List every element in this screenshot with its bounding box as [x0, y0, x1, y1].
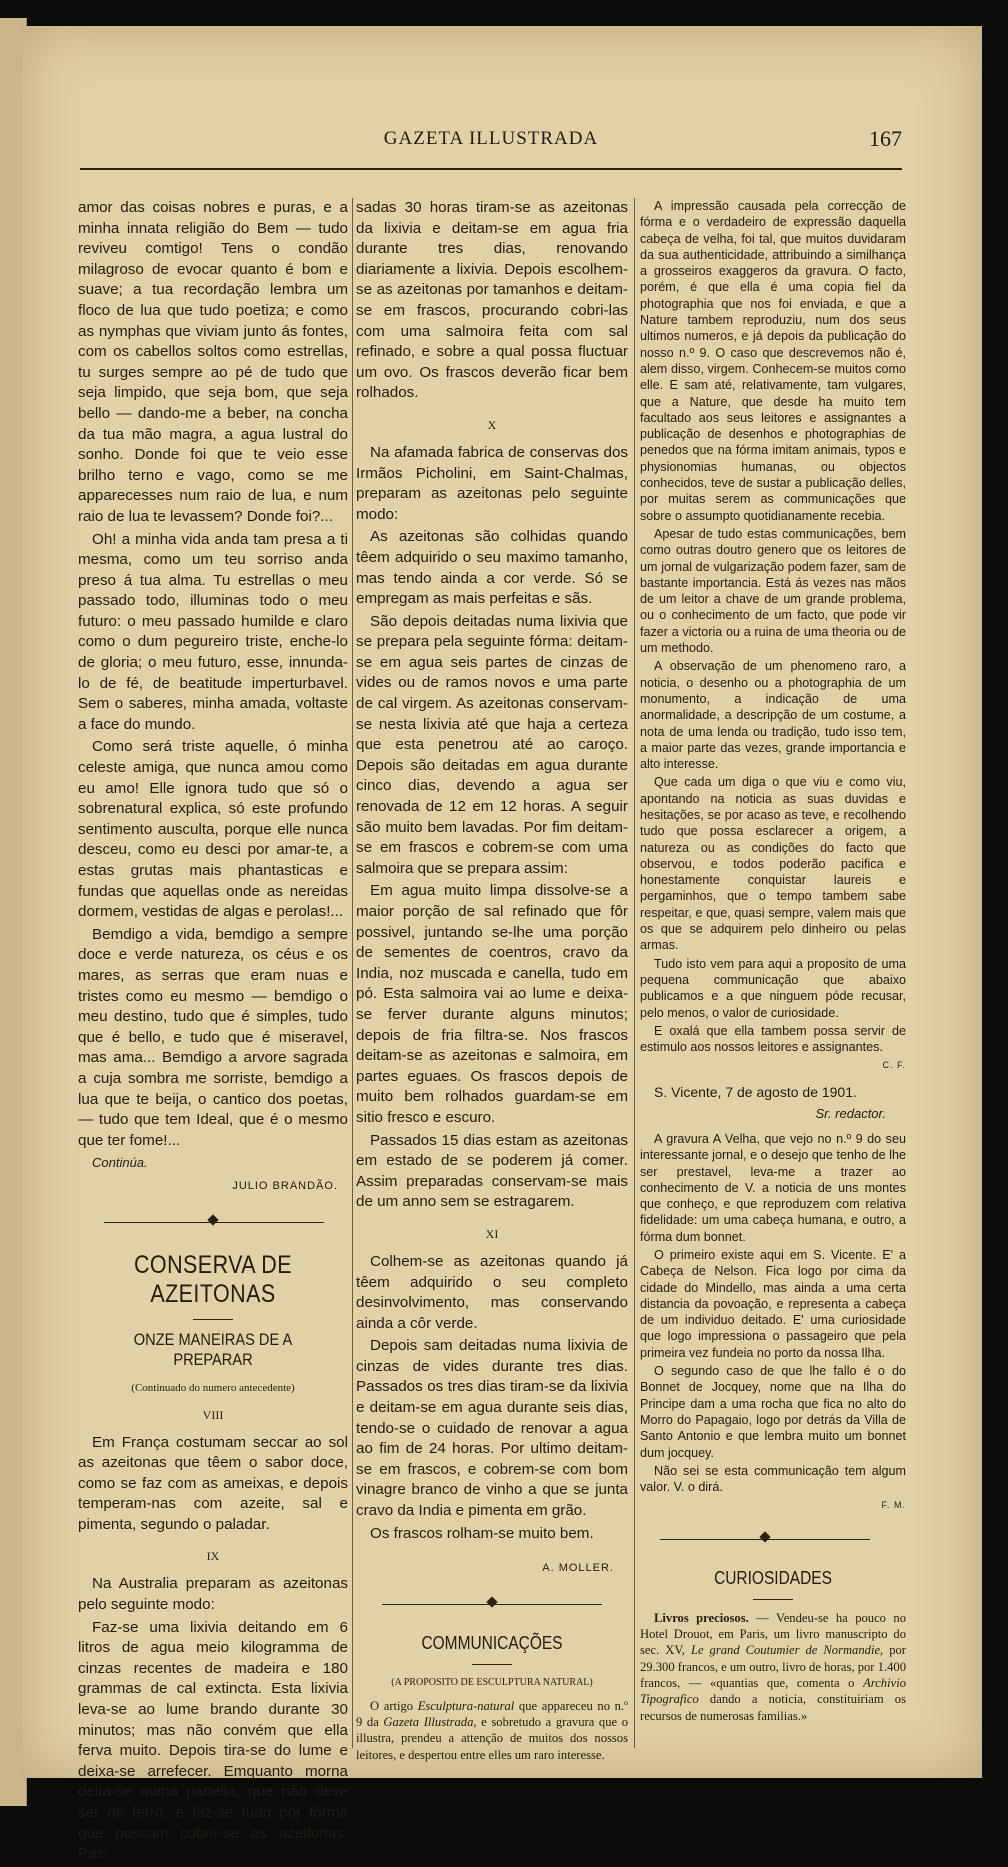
communication-paragraph: Tudo isto vem para aqui a proposito de uma pequena communicação que abaixo publicamos e a que ninguem póde recusar, pelo menos, o valor de curiosidade.: [640, 956, 906, 1020]
recipe-paragraph: Em agua muito limpa dissolve-se a maior porção de sal refinado que fôr possivel, juntando se-lhe uma porção de sementes de coentros, cravo da India, noz muscada e canella, tudo em pó. Esta salmoira vai ao lume e deixa-se ferver durante alguns minutos; depois de fria filtra-se. Nos frascos deitam-se as azeitonas e salmoira, em partes eguaes. Os frascos depois de muito bem rolhados guardam-se em sitio fresco e escuro.: [356, 882, 628, 1126]
column-1: [78, 198, 348, 1867]
recipe-number: X: [487, 417, 497, 432]
section-subtitle: (A PROPOSITO DE ESCULPTURA NATURAL): [391, 1676, 593, 1688]
signature: C. F.: [882, 1060, 906, 1071]
recipe-number: VIII: [202, 1407, 224, 1422]
section-note: (Continuado do numero antecedente): [131, 1381, 295, 1394]
recipe-paragraph: As azeitonas são colhidas quando têem adquirido o seu maximo tamanho, mas tendo ainda a cor verde. Só se empregam as mais perfeitas e sãs.: [356, 528, 628, 608]
section-title: CURIOSIDADES: [714, 1567, 832, 1588]
recipe-paragraph: sadas 30 horas tiram-se as azeitonas da lixivia e deitam-se em agua fria durante tres dias, renovando diariamente a lixivia. Depois escolhem-se as azeitonas por tamanhos e deitam-se em frascos, procurando cobri-las com uma salmoira feita com sal refinado, e sobre a qual possa fluctuar um ovo. Os frascos deverão ficar bem rolhados.: [356, 199, 628, 402]
recipe-number: IX: [206, 1549, 220, 1564]
recipe-paragraph: Faz-se uma lixivia deitando em 6 litros de agua meio kilogramma de cinzas recentes de madeira e 180 grammas de cal extincta. Esta lixivia leva-se ao lume brando durante 30 minutos; mas não convém que ella ferva muito. Depois tira-se do lume e deixa-se arrefecer. Emquanto morna deita-se numa panella, que não deve ser de ferro, e faz-se tudo por fórma que possam cobrir-se as azeitonas. Pas-: [78, 1618, 348, 1863]
article-paragraph: amor das coisas nobres e puras, e a minha innata religião do Bem — tudo reviveu comtigo! Tens o condão milagroso de evocar quanto é bom e suave; a tua recordação lembra um floco de lua que tudo poetiza; e como as nymphas que viviam junto ás fontes, com os cabellos soltos como estrellas, tu surges sempre ao pé de tudo que seja limpido, que seja bom, que seja bello — dando-me a beber, na concha da tua mão magra, a agua lustral do sonho. Donde foi que te veio esse brilho terno e vago, como se me apparecesses num raio de lua, e num raio de lua te levassem? Donde foi?...: [78, 199, 348, 525]
recipe-paragraph: Os frascos rolham-se muito bem.: [370, 1524, 594, 1542]
letter-paragraph: O primeiro existe aqui em S. Vicente. E' a Cabeça de Nelson. Fica logo por cima da cidade do Mindello, mas ainda a uma certa distancia da povoação, e representa a cabeça de um individuo deitado. E' uma curiosidade que logo impressiona o passageiro que pela primeira vez fundeia no porto da nossa Ilha.: [640, 1248, 906, 1360]
column-separator: [634, 198, 635, 1748]
continued-note: Continúa.: [92, 1155, 148, 1171]
ornamental-divider: [78, 1213, 348, 1233]
header-rule: [80, 168, 902, 170]
title-rule: [472, 1664, 512, 1665]
page-header: [80, 104, 902, 152]
article-author: A. MOLLER.: [542, 1562, 614, 1575]
article-paragraph: Como será triste aquelle, ó minha celeste amiga, que nunca amou como eu amo! Elle ignora tudo que só o sobrenatural explica, só este profundo sentimento ausculta, porque elle nunca desceu, como eu desci por amar-te, a estas grutas mais phantasticas e fundas que aquellas onde as nereidas dormem, vestidas de algas e perolas!...: [78, 738, 348, 921]
letter-paragraph: A gravura A Velha, que vejo no n.º 9 do seu interessante jornal, e o desejo que tenho de lhe ser prestavel, leva-me a trazer ao conhecimento de V. a noticia de uns montes que conheço, e que reproduzem com relativa fidelidade: um uma cabeça humana, e outro, a fórma dum bonnet.: [640, 1131, 906, 1244]
column-separator: [352, 198, 353, 1748]
recipe-paragraph: Na Australia preparam as azeitonas pelo seguinte modo:: [78, 1575, 348, 1614]
recipe-paragraph: Na afamada fabrica de conservas dos Irmãos Picholini, em Saint-Chalmas, preparam as azeitonas pelo seguinte modo:: [356, 443, 628, 523]
publication-title: GAZETA ILLUSTRADA: [383, 128, 599, 149]
section-title: CONSERVA DE AZEITONAS: [133, 1250, 293, 1308]
communication-paragraph: E oxalá que ella tambem possa servir de estimulo aos nossos leitores e assignantes.: [640, 1023, 906, 1055]
newspaper-page: [22, 26, 982, 1863]
communication-paragraph: A observação de um phenomeno raro, a noticia, o desenho ou a photographia de um monumento, a indicação de uma anormalidade, a descripção de um costume, a nota de uma lenda ou tradição, tudo isso tem, a maior parte das vezes, grande importancia e alto interesse.: [640, 659, 906, 772]
recipe-paragraph: Depois sam deitadas numa lixivia de cinzas de vides durante tres dias. Passados os tres dias tiram-se da lixivia e deitam-se em agua durante seis dias, tendo-se o cuidado de renovar a agua ao fim de 24 horas. Por ultimo deitam-se em frascos, e cobrem-se com bom vinagre branco de vinho a que se junta cravo da India e pimenta em grão.: [356, 1337, 628, 1520]
column-3: [640, 198, 906, 1726]
signature: F. M.: [881, 1500, 906, 1511]
curiosity-paragraph: Livros preciosos. — Vendeu-se ha pouco no Hotel Drouot, em Paris, um livro manuscripto do sec. XV, Le grand Coutumier de Normandie, por 29.300 francos, e um outro, livro de horas, por 1.400 francos, — «quantias que, comenta o Archivio Tipografico dando a noticia, constituiriam os recursos de numerosas familias.»: [640, 1610, 906, 1723]
recipe-paragraph: São depois deitadas numa lixivia que se prepara pela seguinte fórma: deitam-se em agua seis partes de cinzas de vides ou de ramos novos e uma parte de cal virgem. As azeitonas conservam-se nesta lixivia até que haja a certeza que esta penetrou até ao caroço. Depois são deitadas em agua durante cinco dias, devendo a agua ser renovada de 12 em 12 horas. A seguir são muito bem lavadas. Por fim deitam-se em frascos e cobrem-se com uma salmoira que se prepara assim:: [356, 612, 628, 877]
communication-paragraph: A impressão causada pela correcção de fórma e o verdadeiro de expressão daquella cabeça de velha, foi tal, que muitos duvidaram da sua authenticidade, attribuindo a similhança a grosseiros exaggeros da gravura. O facto, porém, é que ella é uma copia fiel da photographia que nos foi enviada, e que a Nature tambem reproduziu, num dos seus ultimos numeros, e já depois da publicação do nosso n.º 9. O caso que descrevemos não é, alem disso, virgem. Conhecem-se muitos como elle. E sam até, relativamente, tam vulgares, que a Nature, que desde ha muito tem facultado aos seus leitores e assignantes a publicação de desenhos e photographias de penedos que na fórma imitam animais, typos e physionomias humanas, ou objectos conhecidos, teve de sustar a publicação delles, por muitas serem as communicações que sobre o assumpto quotidianamente recebia.: [640, 199, 906, 523]
section-subtitle: ONZE MANEIRAS DE A PREPARAR: [133, 1329, 293, 1369]
column-2: [356, 198, 628, 1765]
article-paragraph: Oh! a minha vida anda tam presa a ti mesma, como um teu sorriso anda preso á tua alma. Tu estrellas o meu passado todo, illuminas todo o meu futuro: o meu passado humilde e claro como o dum pegureiro triste, enche-lo de gloria; o meu futuro, esse, innunda-lo de fé, de beatitude imperturbavel. Sem o saberes, minha amada, voltaste a face do mundo.: [78, 530, 348, 733]
ornamental-divider: [640, 1530, 906, 1550]
article-author: JULIO BRANDÃO.: [232, 1179, 338, 1192]
letter-paragraph: Não sei se esta communicação tem algum valor. V. o dirá.: [640, 1463, 906, 1495]
title-rule: [193, 1319, 233, 1320]
letter-paragraph: O segundo caso de que lhe fallo é o do Bonnet de Jocquey, nome que na Ilha do Principe dam a uma rocha que fica no alto do Morro do Papagaio, logo por detrás da Villa de Santo Antonio e que lembra muito um bonnet dum jocquey.: [640, 1364, 906, 1460]
recipe-paragraph: Passados 15 dias estam as azeitonas em estado de se poderem já comer. Assim preparadas conservam-se mais de um anno sem se estragarem.: [356, 1131, 628, 1211]
communication-paragraph: O artigo Esculptura-natural que appareceu no n.º 9 da Gazeta Illustrada, e sobretudo a gravura que o illustra, prendeu a attenção de muitos dos nossos leitores, e despertou entre elles um raro interesse.: [356, 1698, 629, 1762]
page-number: 167: [869, 126, 902, 151]
recipe-number: XI: [485, 1226, 499, 1241]
letter-dateline: S. Vicente, 7 de agosto de 1901.: [654, 1083, 857, 1100]
letter-salutation: Sr. redactor.: [815, 1106, 886, 1122]
article-paragraph: Bemdigo a vida, bemdigo a sempre doce e verde natureza, os céus e os mares, as serras que eram nuas e tristes como eu mesmo — bemdigo o meu destino, tudo que é simples, tudo que é bello, e tudo que é miseravel, mas ama... Bemdigo a arvore sagrada a cuja sombra me sorriste, bemdigo a lua que te beija, o cantico dos poetas, — tudo que tem Ideal, que é o mesmo que ter fome!...: [78, 925, 348, 1149]
title-rule: [753, 1599, 793, 1600]
communication-paragraph: Apesar de tudo estas communicações, bem como outras doutro genero que os leitores de um jornal de vulgarização podem fazer, sam de bastante importancia. Está ás vezes nas mãos de um leitor a chave de um grande problema, ou o conhecimento de um facto, que pode vir fazer a victoria ou a ruina de uma theoria ou de um methodo.: [640, 526, 906, 656]
communication-paragraph: Que cada um diga o que viu e como viu, apontando na noticia as suas duvidas e hesitações, se por acaso as teve, e recolhendo tudo que possa esclarecer a origem, a natureza ou as condições do facto que observou, e todos poderão pacifica e honestamente conquistar laureis e pergaminhos, que o tempo tambem sabe respeitar, e que, quasi sempre, valem mais que os que se adquirem pelo dinheiro ou pelas armas.: [640, 775, 906, 953]
recipe-paragraph: Em França costumam seccar ao sol as azeitonas que têem o sabor doce, como se faz com as ameixas, e depois temperam-nas com azeite, sal e pimenta, segundo o paladar.: [78, 1433, 348, 1533]
section-title: COMMUNICAÇÕES: [421, 1632, 563, 1653]
recipe-paragraph: Colhem-se as azeitonas quando já têem adquirido o seu completo desinvolvimento, mas conservando ainda a côr verde.: [356, 1252, 628, 1332]
ornamental-divider: [356, 1595, 628, 1615]
